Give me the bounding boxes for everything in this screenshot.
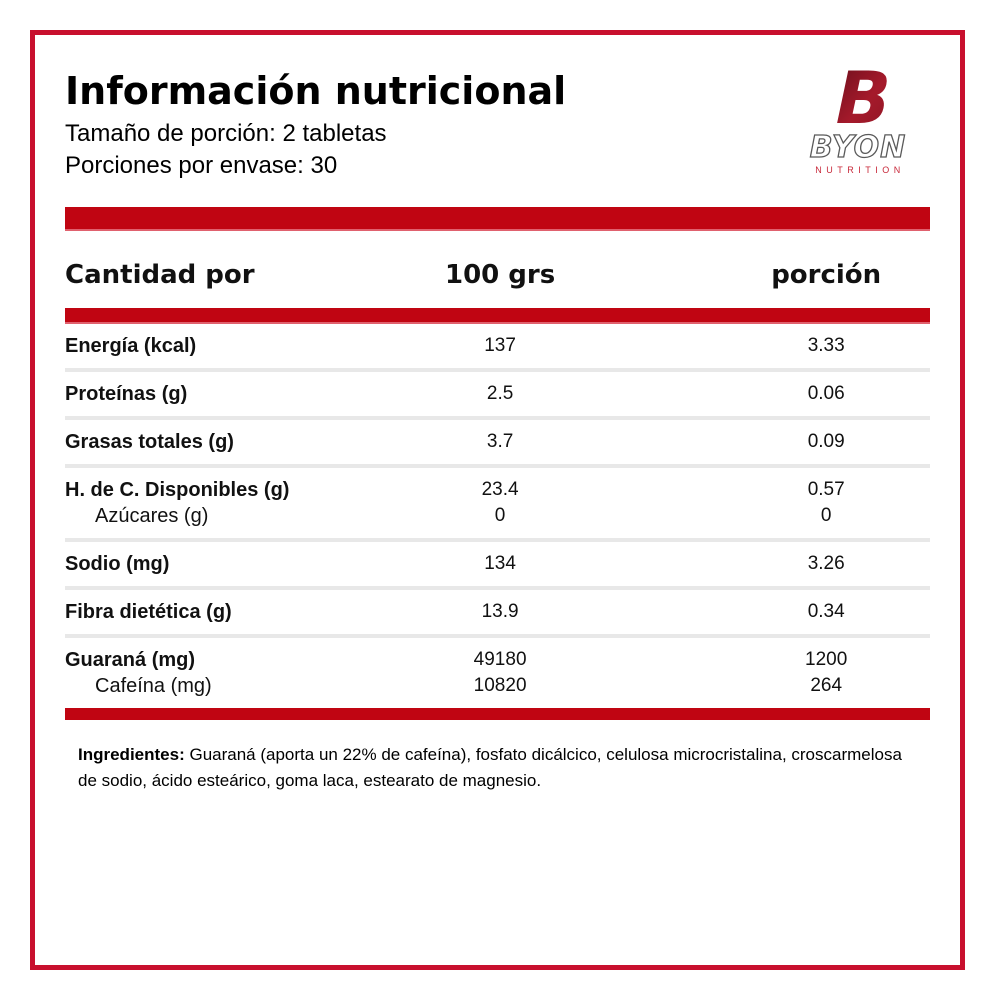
nutrient-label: Proteínas (g) xyxy=(65,383,188,405)
value-100g: 3.7 xyxy=(486,431,514,452)
table-header-row xyxy=(65,259,930,291)
nutrient-sublabel: Cafeína (mg) xyxy=(95,675,212,697)
ingredients-label: Ingredientes: xyxy=(78,745,185,764)
value-portion: 0.57 xyxy=(807,479,845,500)
brand-logo xyxy=(790,57,926,184)
servings-per-container-text: Porciones por envase: 30 xyxy=(65,152,338,179)
logo-b-icon: B xyxy=(826,57,900,141)
column-header-portion: porción xyxy=(771,260,882,290)
serving-size-text: Tamaño de porción: 2 tabletas xyxy=(65,120,387,147)
brand-name: BYON xyxy=(809,130,907,165)
value-portion: 0.09 xyxy=(807,431,845,452)
nutrient-label: H. de C. Disponibles (g) xyxy=(65,479,290,501)
nutrient-label: Energía (kcal) xyxy=(65,335,197,357)
label-border-frame xyxy=(30,30,965,970)
divider-bar-bottom xyxy=(65,708,930,720)
nutrition-table xyxy=(65,324,930,708)
nutrient-label: Grasas totales (g) xyxy=(65,431,234,453)
value-portion: 0.34 xyxy=(807,601,845,622)
label-header xyxy=(65,57,930,181)
table-row-guarana xyxy=(65,638,930,708)
column-header-amount-per: Cantidad por xyxy=(65,260,255,290)
nutrient-label: Sodio (mg) xyxy=(65,553,170,575)
nutrient-sublabel: Azúcares (g) xyxy=(95,505,209,527)
value-100g: 23.4 xyxy=(481,479,519,500)
divider-bar-top xyxy=(65,207,930,231)
value-100g: 13.9 xyxy=(481,601,519,622)
value-100g: 49180 xyxy=(473,649,527,670)
table-row-energia xyxy=(65,324,930,368)
page-title: Información nutricional xyxy=(65,69,567,113)
value-portion: 1200 xyxy=(805,649,848,670)
value-100g: 2.5 xyxy=(486,383,514,404)
value-portion: 264 xyxy=(810,675,843,696)
value-portion: 3.33 xyxy=(807,335,845,356)
value-portion: 0 xyxy=(820,505,832,526)
value-portion: 0.06 xyxy=(807,383,845,404)
brand-subtitle: NUTRITION xyxy=(815,165,905,175)
table-row-fibra xyxy=(65,590,930,634)
value-100g: 134 xyxy=(484,553,516,574)
table-row-sodio xyxy=(65,542,930,586)
value-100g: 10820 xyxy=(473,675,527,696)
nutrient-label: Fibra dietética (g) xyxy=(65,601,232,623)
table-row-proteinas xyxy=(65,372,930,416)
value-portion: 3.26 xyxy=(807,553,845,574)
ingredients-list: Guaraná (aporta un 22% de cafeína), fosfato dicálcico, celulosa microcristalina, croscarmelosa de sodio, ácido esteárico, goma laca, estearato de magnesio. xyxy=(78,745,902,790)
table-row-carbohidratos xyxy=(65,468,930,538)
column-header-100g: 100 grs xyxy=(444,260,556,290)
value-100g: 137 xyxy=(484,335,516,356)
ingredients-section xyxy=(78,742,910,794)
value-100g: 0 xyxy=(494,505,506,526)
nutrient-label: Guaraná (mg) xyxy=(65,649,196,671)
divider-bar-header xyxy=(65,308,930,324)
table-row-grasas xyxy=(65,420,930,464)
byon-logo-icon xyxy=(790,57,926,179)
